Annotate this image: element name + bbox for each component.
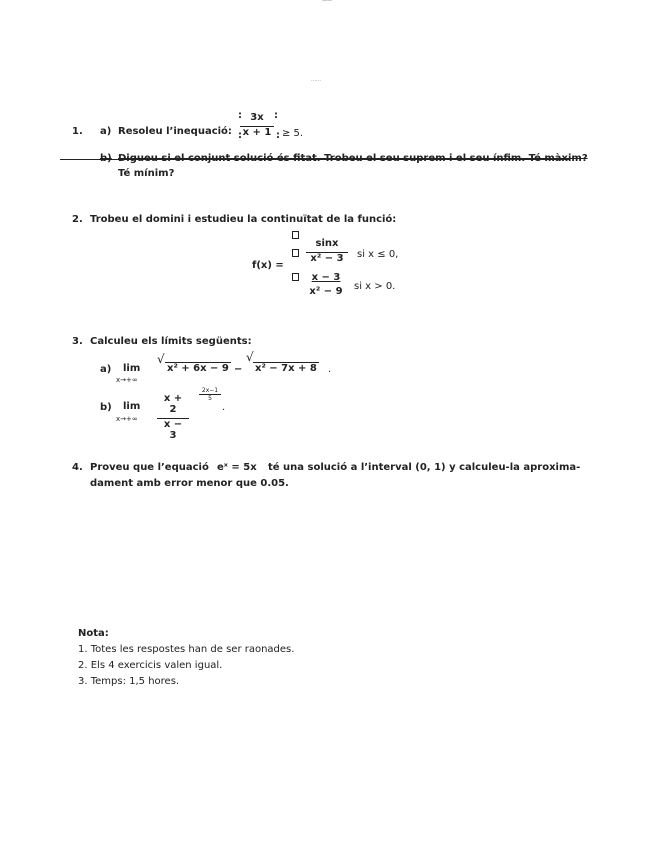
- q1a-label: a): [100, 126, 112, 137]
- q3b-label: b): [100, 402, 112, 413]
- q1a-colon-dots-left: :: [238, 110, 242, 121]
- q4-text-1: Proveu que l’equació: [90, 462, 209, 473]
- q3b-exponent-numerator: 2x−1: [201, 387, 219, 394]
- q3b-numerator: x + 2: [163, 393, 183, 415]
- brace-top-glyph: [292, 231, 299, 239]
- brace-mid-glyph: [292, 249, 299, 257]
- q3a-sqrt-2: √: [246, 350, 254, 364]
- nota-title: Nota:: [78, 628, 109, 639]
- case1-condition: si x ≤ 0,: [357, 249, 399, 260]
- case2-numerator: x − 3: [311, 272, 341, 283]
- q4-text-3: dament amb error menor que 0.05.: [90, 478, 289, 489]
- q1a-dot-right: :: [276, 130, 280, 141]
- brace-bottom-glyph: [292, 273, 299, 281]
- q4-text-2: té una solució a l’interval (0, 1) y calculeu-la aproxima-: [268, 462, 581, 473]
- q3a-end: .: [328, 364, 332, 375]
- header-mark: ——: [322, 0, 332, 4]
- nota-item: 2. Els 4 exercicis valen igual.: [78, 660, 223, 671]
- case1-denominator: x² − 3: [306, 252, 348, 264]
- q1b-text-2: Té mínim?: [118, 168, 175, 179]
- q1b-strike-line: [60, 159, 570, 160]
- q3b-denominator: x − 3: [157, 418, 189, 441]
- q3a-label: a): [100, 364, 112, 375]
- q3a-lim-sub: x→+∞: [116, 376, 138, 384]
- case2-fraction: [304, 272, 348, 297]
- q1-number: 1.: [72, 126, 83, 137]
- q1a-relation: ≥ 5.: [282, 128, 304, 139]
- q1a-text: Resoleu l’inequació:: [118, 126, 232, 137]
- q1a-fraction: [240, 112, 274, 138]
- nota-item: 1. Totes les respostes han de ser raonades.: [78, 644, 295, 655]
- q2-number: 2.: [72, 214, 83, 225]
- q3b-lim-sub: x→+∞: [116, 415, 138, 423]
- q3-text: Calculeu els límits següents:: [90, 336, 252, 347]
- q1b-label: b): [100, 153, 112, 164]
- q1a-dot-left: :: [238, 130, 242, 141]
- case2-denominator: x² − 9: [309, 286, 343, 297]
- q3a-lim: lim: [123, 363, 141, 374]
- q3b-exponent: [199, 387, 221, 402]
- q3a-radicand-2: x² − 7x + 8: [255, 363, 317, 374]
- q3a-minus: −: [234, 364, 243, 375]
- q2-fx: f(x) =: [252, 260, 284, 271]
- q1a-numerator: 3x: [250, 112, 264, 123]
- q2-text: Trobeu el domini i estudieu la continuïtat de la funció:: [90, 214, 397, 225]
- q3b-end: .: [222, 402, 226, 413]
- q3a-radicand-1: x² + 6x − 9: [167, 363, 229, 374]
- q4-number: 4.: [72, 462, 83, 473]
- case2-condition: si x > 0.: [354, 281, 396, 292]
- subheader-mark: ……: [311, 77, 321, 83]
- case1-fraction: [306, 238, 348, 264]
- q4-equation: eˣ = 5x: [217, 462, 257, 473]
- q3a-sqrt-1: √: [157, 352, 165, 366]
- case1-numerator: sinx: [315, 238, 339, 249]
- q1a-denominator: x + 1: [240, 126, 274, 138]
- q3b-exponent-denominator: 5: [199, 394, 221, 402]
- nota-item: 3. Temps: 1,5 hores.: [78, 676, 180, 687]
- q3b-fraction: [157, 393, 189, 441]
- q1b-text: Digueu si el conjunt solució és fitat. Trobeu el seu suprem i el seu ínfim. Té màxim?: [118, 153, 588, 164]
- q1a-colon-dots-right: :: [274, 110, 278, 121]
- q3b-lim: lim: [123, 401, 141, 412]
- q3-number: 3.: [72, 336, 83, 347]
